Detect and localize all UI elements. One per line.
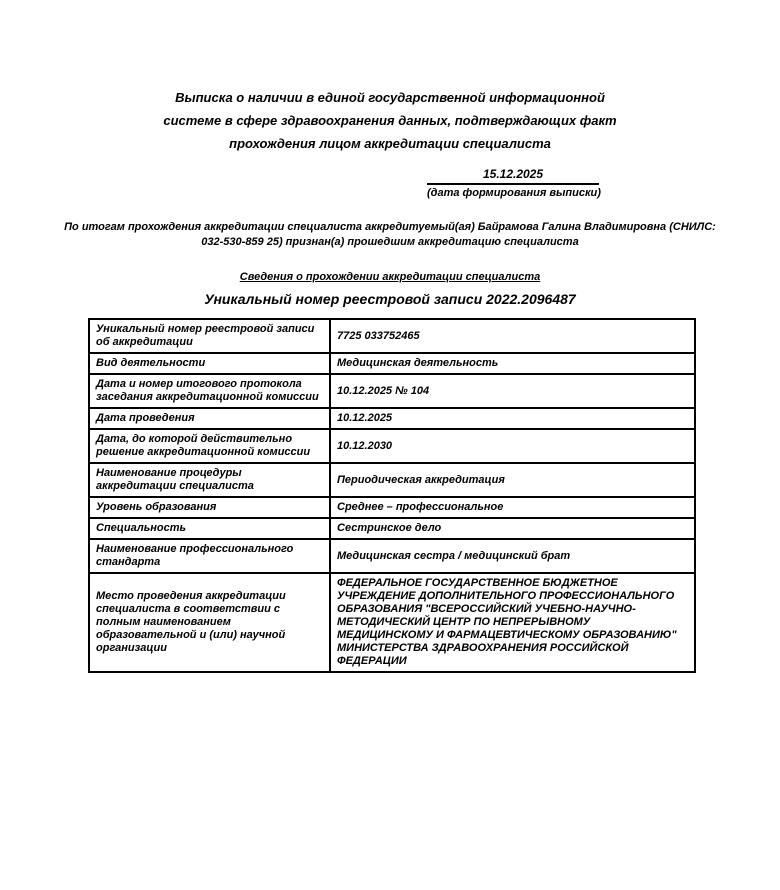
table-row: [89, 429, 695, 463]
accreditation-summary: [0, 220, 780, 250]
row-label: Наименование процедуры аккредитации специалиста: [89, 463, 330, 497]
section-heading: Сведения о прохождении аккредитации специалиста: [239, 271, 541, 283]
issue-date-block: [427, 167, 599, 200]
table-row: [89, 374, 695, 408]
table-row: [89, 408, 695, 429]
row-value: 10.12.2025: [330, 408, 695, 429]
row-label: Вид деятельности: [89, 353, 330, 374]
table-row: [89, 353, 695, 374]
row-value: 7725 033752465: [330, 319, 695, 353]
table-body: [89, 319, 695, 672]
text-line: системе в сфере здравоохранения данных, подтверждающих факт: [163, 113, 617, 128]
accreditation-details-table: [88, 318, 696, 673]
row-label: Уникальный номер реестровой записи об аккредитации: [89, 319, 330, 353]
row-value: 10.12.2030: [330, 429, 695, 463]
row-value: Медицинская деятельность: [330, 353, 695, 374]
table-row: [89, 463, 695, 497]
table-row: [89, 518, 695, 539]
row-value: Среднее – профессиональное: [330, 497, 695, 518]
row-value: 10.12.2025 № 104: [330, 374, 695, 408]
text-line: 032-530-859 25) признан(а) прошедшим аккредитацию специалиста: [201, 236, 579, 248]
document-title: [0, 86, 780, 155]
row-label: Место проведения аккредитации специалиста в соответствии с полным наименованием образовательной и (или) научной организации: [89, 573, 330, 672]
row-label: Уровень образования: [89, 497, 330, 518]
table-row: [89, 497, 695, 518]
registry-record-heading: Уникальный номер реестровой записи 2022.2096487: [204, 291, 576, 307]
row-value: Периодическая аккредитация: [330, 463, 695, 497]
table-row: [89, 319, 695, 353]
text-line: Выписка о наличии в единой государственной информационной: [175, 90, 605, 105]
row-value: ФЕДЕРАЛЬНОЕ ГОСУДАРСТВЕННОЕ БЮДЖЕТНОЕ УЧРЕЖДЕНИЕ ДОПОЛНИТЕЛЬНОГО ПРОФЕССИОНАЛЬНОГО ОБРАЗОВАНИЯ "ВСЕРОССИЙСКИЙ УЧЕБНО-НАУЧНО-МЕТОДИЧЕСКИЙ ЦЕНТР ПО НЕПРЕРЫВНОМУ МЕДИЦИНСКОМУ И ФАРМАЦЕВТИЧЕСКОМУ ОБРАЗОВАНИЮ" МИНИСТЕРСТВА ЗДРАВООХРАНЕНИЯ РОССИЙСКОЙ ФЕДЕРАЦИИ: [330, 573, 695, 672]
row-label: Наименование профессионального стандарта: [89, 539, 330, 573]
row-value: Сестринское дело: [330, 518, 695, 539]
table-row: [89, 539, 695, 573]
row-label: Дата, до которой действительно решение аккредитационной комиссии: [89, 429, 330, 463]
text-line: прохождения лицом аккредитации специалиста: [229, 136, 551, 151]
row-value: Медицинская сестра / медицинский брат: [330, 539, 695, 573]
row-label: Дата проведения: [89, 408, 330, 429]
row-label: Дата и номер итогового протокола заседания аккредитационной комиссии: [89, 374, 330, 408]
text-line: По итогам прохождения аккредитации специалиста аккредитуемый(ая) Байрамова Галина Владимировна (СНИЛС:: [64, 221, 716, 233]
issue-date-caption: (дата формирования выписки): [427, 187, 601, 199]
issue-date: 15.12.2025: [427, 167, 599, 185]
row-label: Специальность: [89, 518, 330, 539]
table-row: [89, 573, 695, 672]
